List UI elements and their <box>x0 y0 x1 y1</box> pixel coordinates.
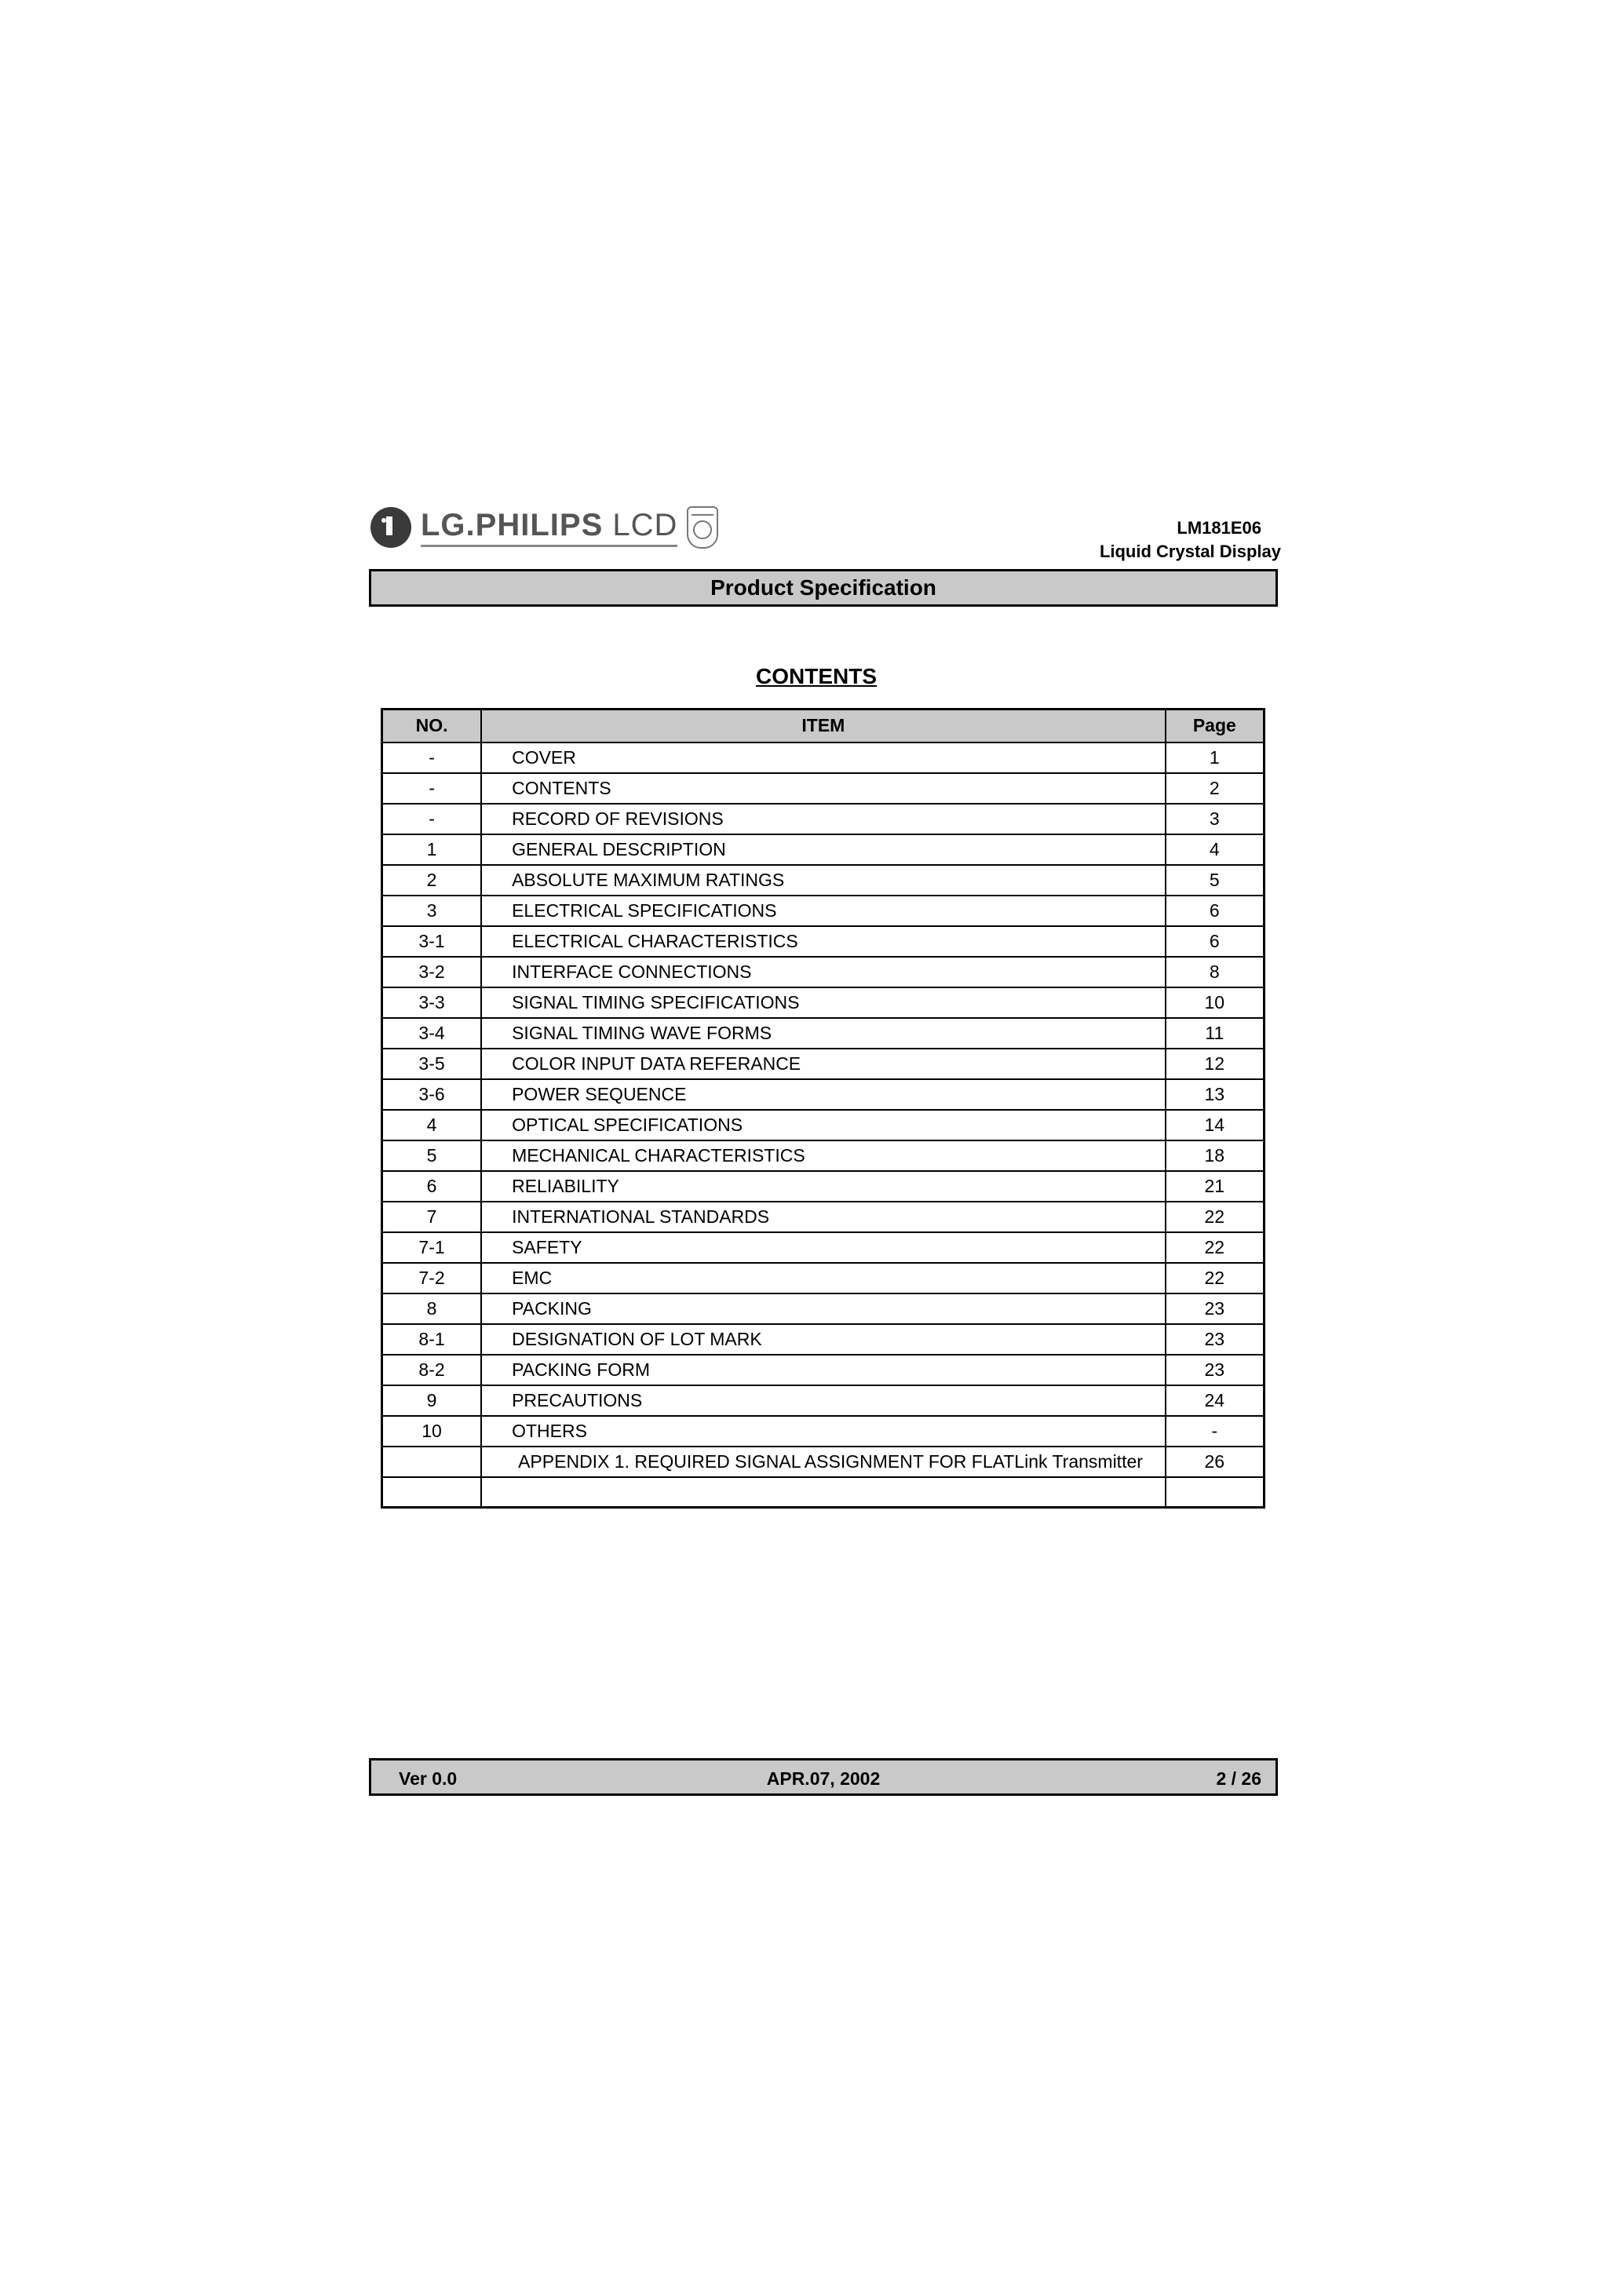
footer-page-number: 2 / 26 <box>1216 1768 1261 1789</box>
row-item: INTERNATIONAL STANDARDS <box>481 1202 1166 1232</box>
table-row <box>382 1355 1265 1385</box>
row-item: INTERFACE CONNECTIONS <box>481 957 1166 987</box>
row-item: PRECAUTIONS <box>481 1385 1166 1416</box>
row-number: 7 <box>382 1202 482 1232</box>
table-row <box>382 1171 1265 1202</box>
header-page: Page <box>1166 710 1265 742</box>
row-number: 8-1 <box>382 1324 482 1355</box>
row-page: 6 <box>1166 926 1265 957</box>
row-page: 11 <box>1166 1018 1265 1049</box>
row-number: 3 <box>382 896 482 926</box>
row-number: - <box>382 742 482 773</box>
row-number: - <box>382 773 482 804</box>
row-page: - <box>1166 1416 1265 1447</box>
row-number: 3-3 <box>382 987 482 1018</box>
row-number: 3-1 <box>382 926 482 957</box>
row-item: RECORD OF REVISIONS <box>481 804 1166 834</box>
table-row <box>382 742 1265 773</box>
row-number: 1 <box>382 834 482 865</box>
row-page: 6 <box>1166 896 1265 926</box>
row-number: 7-2 <box>382 1263 482 1293</box>
contents-table <box>381 708 1265 1509</box>
product-type: Liquid Crystal Display <box>1099 542 1281 561</box>
table-row <box>382 1385 1265 1416</box>
row-number: 8 <box>382 1293 482 1324</box>
table-row <box>382 926 1265 957</box>
table-row <box>382 1416 1265 1447</box>
logo-text <box>421 508 677 547</box>
row-number: 9 <box>382 1385 482 1416</box>
row-item: POWER SEQUENCE <box>481 1079 1166 1110</box>
row-page: 22 <box>1166 1263 1265 1293</box>
footer-version: Ver 0.0 <box>399 1768 458 1789</box>
model-number: LM181E06 <box>1177 518 1261 538</box>
row-page: 26 <box>1166 1447 1265 1477</box>
row-number: 2 <box>382 865 482 896</box>
row-page: 22 <box>1166 1232 1265 1263</box>
row-item: ELECTRICAL CHARACTERISTICS <box>481 926 1166 957</box>
table-row <box>382 896 1265 926</box>
row-number <box>382 1477 482 1508</box>
row-item: COVER <box>481 742 1166 773</box>
row-item: DESIGNATION OF LOT MARK <box>481 1324 1166 1355</box>
row-number: 3-5 <box>382 1049 482 1079</box>
row-page: 24 <box>1166 1385 1265 1416</box>
row-item: SIGNAL TIMING SPECIFICATIONS <box>481 987 1166 1018</box>
row-number: 10 <box>382 1416 482 1447</box>
lg-logo-icon <box>370 507 411 548</box>
table-row <box>382 1140 1265 1171</box>
philips-shield-icon <box>687 506 718 549</box>
row-item: OTHERS <box>481 1416 1166 1447</box>
row-page: 10 <box>1166 987 1265 1018</box>
table-row <box>382 773 1265 804</box>
logo-text-bold: LG.PHILIPS <box>421 508 604 542</box>
spec-title-bar <box>369 569 1278 607</box>
row-item: EMC <box>481 1263 1166 1293</box>
row-item: COLOR INPUT DATA REFERANCE <box>481 1049 1166 1079</box>
table-row <box>382 1324 1265 1355</box>
table-row <box>382 1263 1265 1293</box>
table-row <box>382 834 1265 865</box>
footer-bar <box>369 1758 1278 1796</box>
table-row <box>382 987 1265 1018</box>
row-number: 8-2 <box>382 1355 482 1385</box>
row-number: 6 <box>382 1171 482 1202</box>
row-page: 3 <box>1166 804 1265 834</box>
row-item: SIGNAL TIMING WAVE FORMS <box>481 1018 1166 1049</box>
table-row <box>382 1477 1265 1508</box>
row-page: 23 <box>1166 1324 1265 1355</box>
table-row <box>382 865 1265 896</box>
contents-title: CONTENTS <box>756 664 877 688</box>
row-page: 8 <box>1166 957 1265 987</box>
row-number: - <box>382 804 482 834</box>
table-body <box>382 742 1265 1508</box>
row-item <box>481 1477 1166 1508</box>
row-page: 23 <box>1166 1355 1265 1385</box>
row-page: 14 <box>1166 1110 1265 1140</box>
row-number: 3-4 <box>382 1018 482 1049</box>
footer-date: APR.07, 2002 <box>766 1768 881 1789</box>
row-number: 3-2 <box>382 957 482 987</box>
table-row <box>382 1018 1265 1049</box>
row-item: APPENDIX 1. REQUIRED SIGNAL ASSIGNMENT FOR FLATLink Transmitter <box>481 1447 1166 1477</box>
table-row <box>382 804 1265 834</box>
table-row <box>382 1293 1265 1324</box>
row-page: 12 <box>1166 1049 1265 1079</box>
table-row <box>382 1202 1265 1232</box>
table-header-row <box>382 710 1265 742</box>
row-page: 5 <box>1166 865 1265 896</box>
row-item: PACKING <box>481 1293 1166 1324</box>
header-no: NO. <box>382 710 482 742</box>
row-page: 18 <box>1166 1140 1265 1171</box>
row-page <box>1166 1477 1265 1508</box>
row-number: 5 <box>382 1140 482 1171</box>
row-item: RELIABILITY <box>481 1171 1166 1202</box>
row-page: 1 <box>1166 742 1265 773</box>
row-number: 4 <box>382 1110 482 1140</box>
table-row <box>382 957 1265 987</box>
row-item: OPTICAL SPECIFICATIONS <box>481 1110 1166 1140</box>
table-row <box>382 1232 1265 1263</box>
row-number <box>382 1447 482 1477</box>
row-item: ELECTRICAL SPECIFICATIONS <box>481 896 1166 926</box>
row-item: MECHANICAL CHARACTERISTICS <box>481 1140 1166 1171</box>
row-item: SAFETY <box>481 1232 1166 1263</box>
row-page: 23 <box>1166 1293 1265 1324</box>
logo-text-light: LCD <box>603 508 678 542</box>
row-page: 22 <box>1166 1202 1265 1232</box>
row-item: PACKING FORM <box>481 1355 1166 1385</box>
row-number: 3-6 <box>382 1079 482 1110</box>
row-page: 21 <box>1166 1171 1265 1202</box>
row-item: GENERAL DESCRIPTION <box>481 834 1166 865</box>
table-row <box>382 1447 1265 1477</box>
header-item: ITEM <box>481 710 1166 742</box>
row-page: 4 <box>1166 834 1265 865</box>
row-page: 13 <box>1166 1079 1265 1110</box>
company-logo <box>370 504 718 551</box>
spec-title: Product Specification <box>710 575 936 600</box>
row-item: ABSOLUTE MAXIMUM RATINGS <box>481 865 1166 896</box>
row-number: 7-1 <box>382 1232 482 1263</box>
row-item: CONTENTS <box>481 773 1166 804</box>
table-row <box>382 1079 1265 1110</box>
table-row <box>382 1049 1265 1079</box>
row-page: 2 <box>1166 773 1265 804</box>
table-row <box>382 1110 1265 1140</box>
